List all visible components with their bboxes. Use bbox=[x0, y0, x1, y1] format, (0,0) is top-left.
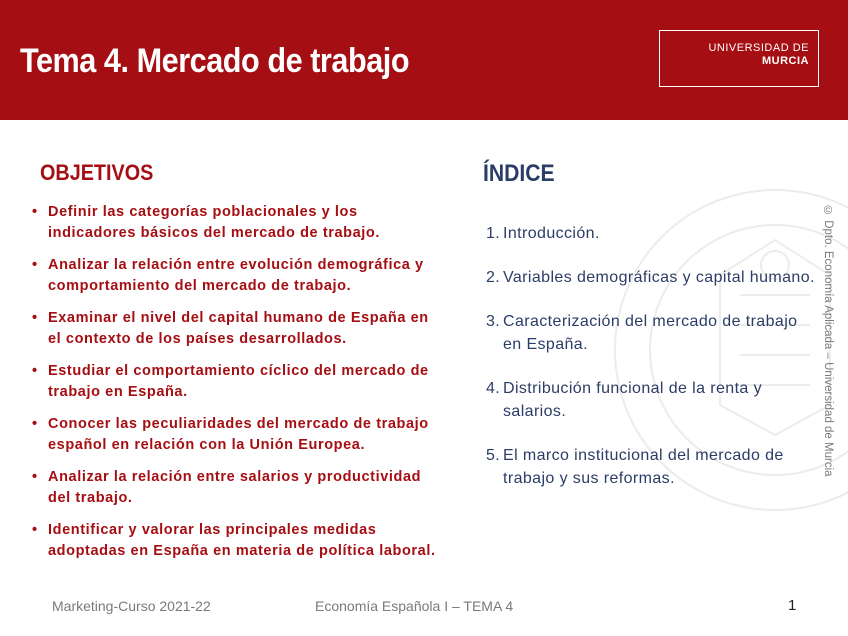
indice-item: 2. Variables demográficas y capital humano. bbox=[486, 269, 815, 286]
objetivo-item: • Analizar la relación entre evolución demográfica y comportamiento del mercado de trabajo. bbox=[32, 257, 424, 294]
footer-subject: Economía Española I – TEMA 4 bbox=[315, 598, 514, 614]
bullet: • bbox=[32, 310, 38, 326]
indice-item: 4. Distribución funcional de la renta y salarios. bbox=[486, 380, 762, 420]
objetivos-heading: OBJETIVOS bbox=[40, 160, 154, 185]
indice-heading: ÍNDICE bbox=[483, 160, 555, 187]
slide-title: Tema 4. Mercado de trabajo bbox=[20, 42, 410, 80]
objetivo-item: • Conocer las peculiaridades del mercado de trabajo español en relación con la Unión Europea. bbox=[32, 416, 429, 453]
objetivo-item: • Examinar el nivel del capital humano de España en el contexto de los países desarrollados. bbox=[32, 310, 429, 347]
bullet: • bbox=[32, 204, 38, 220]
bullet: • bbox=[32, 522, 38, 538]
copyright-vertical-text: © Dpto. Economía Aplicada – Universidad de Murcia bbox=[822, 205, 834, 477]
header-banner bbox=[0, 0, 848, 120]
objetivo-item: • Analizar la relación entre salarios y productividad del trabajo. bbox=[32, 469, 422, 506]
bullet: • bbox=[32, 416, 38, 432]
indice-list bbox=[486, 222, 816, 511]
indice-item: 1. Introducción. bbox=[486, 225, 600, 242]
page-number: 1 bbox=[788, 597, 797, 614]
bullet: • bbox=[32, 469, 38, 485]
bullet: • bbox=[32, 363, 38, 379]
logo-text-line2: MURCIA bbox=[762, 55, 809, 67]
objetivo-item: • Identificar y valorar las principales medidas adoptadas en España en materia de política laboral. bbox=[32, 522, 436, 559]
indice-item: 3. Caracterización del mercado de trabajo en España. bbox=[486, 313, 798, 353]
indice-item: 5. El marco institucional del mercado de trabajo y sus reformas. bbox=[486, 447, 784, 487]
objetivo-item: • Definir las categorías poblacionales y los indicadores básicos del mercado de trabajo. bbox=[32, 204, 381, 241]
bullet: • bbox=[32, 257, 38, 273]
footer-course: Marketing-Curso 2021-22 bbox=[52, 598, 211, 614]
university-logo bbox=[659, 30, 819, 87]
objetivo-item: • Estudiar el comportamiento cíclico del mercado de trabajo en España. bbox=[32, 363, 429, 400]
logo-text-line1: UNIVERSIDAD DE bbox=[708, 42, 809, 54]
objetivos-list bbox=[32, 202, 442, 573]
